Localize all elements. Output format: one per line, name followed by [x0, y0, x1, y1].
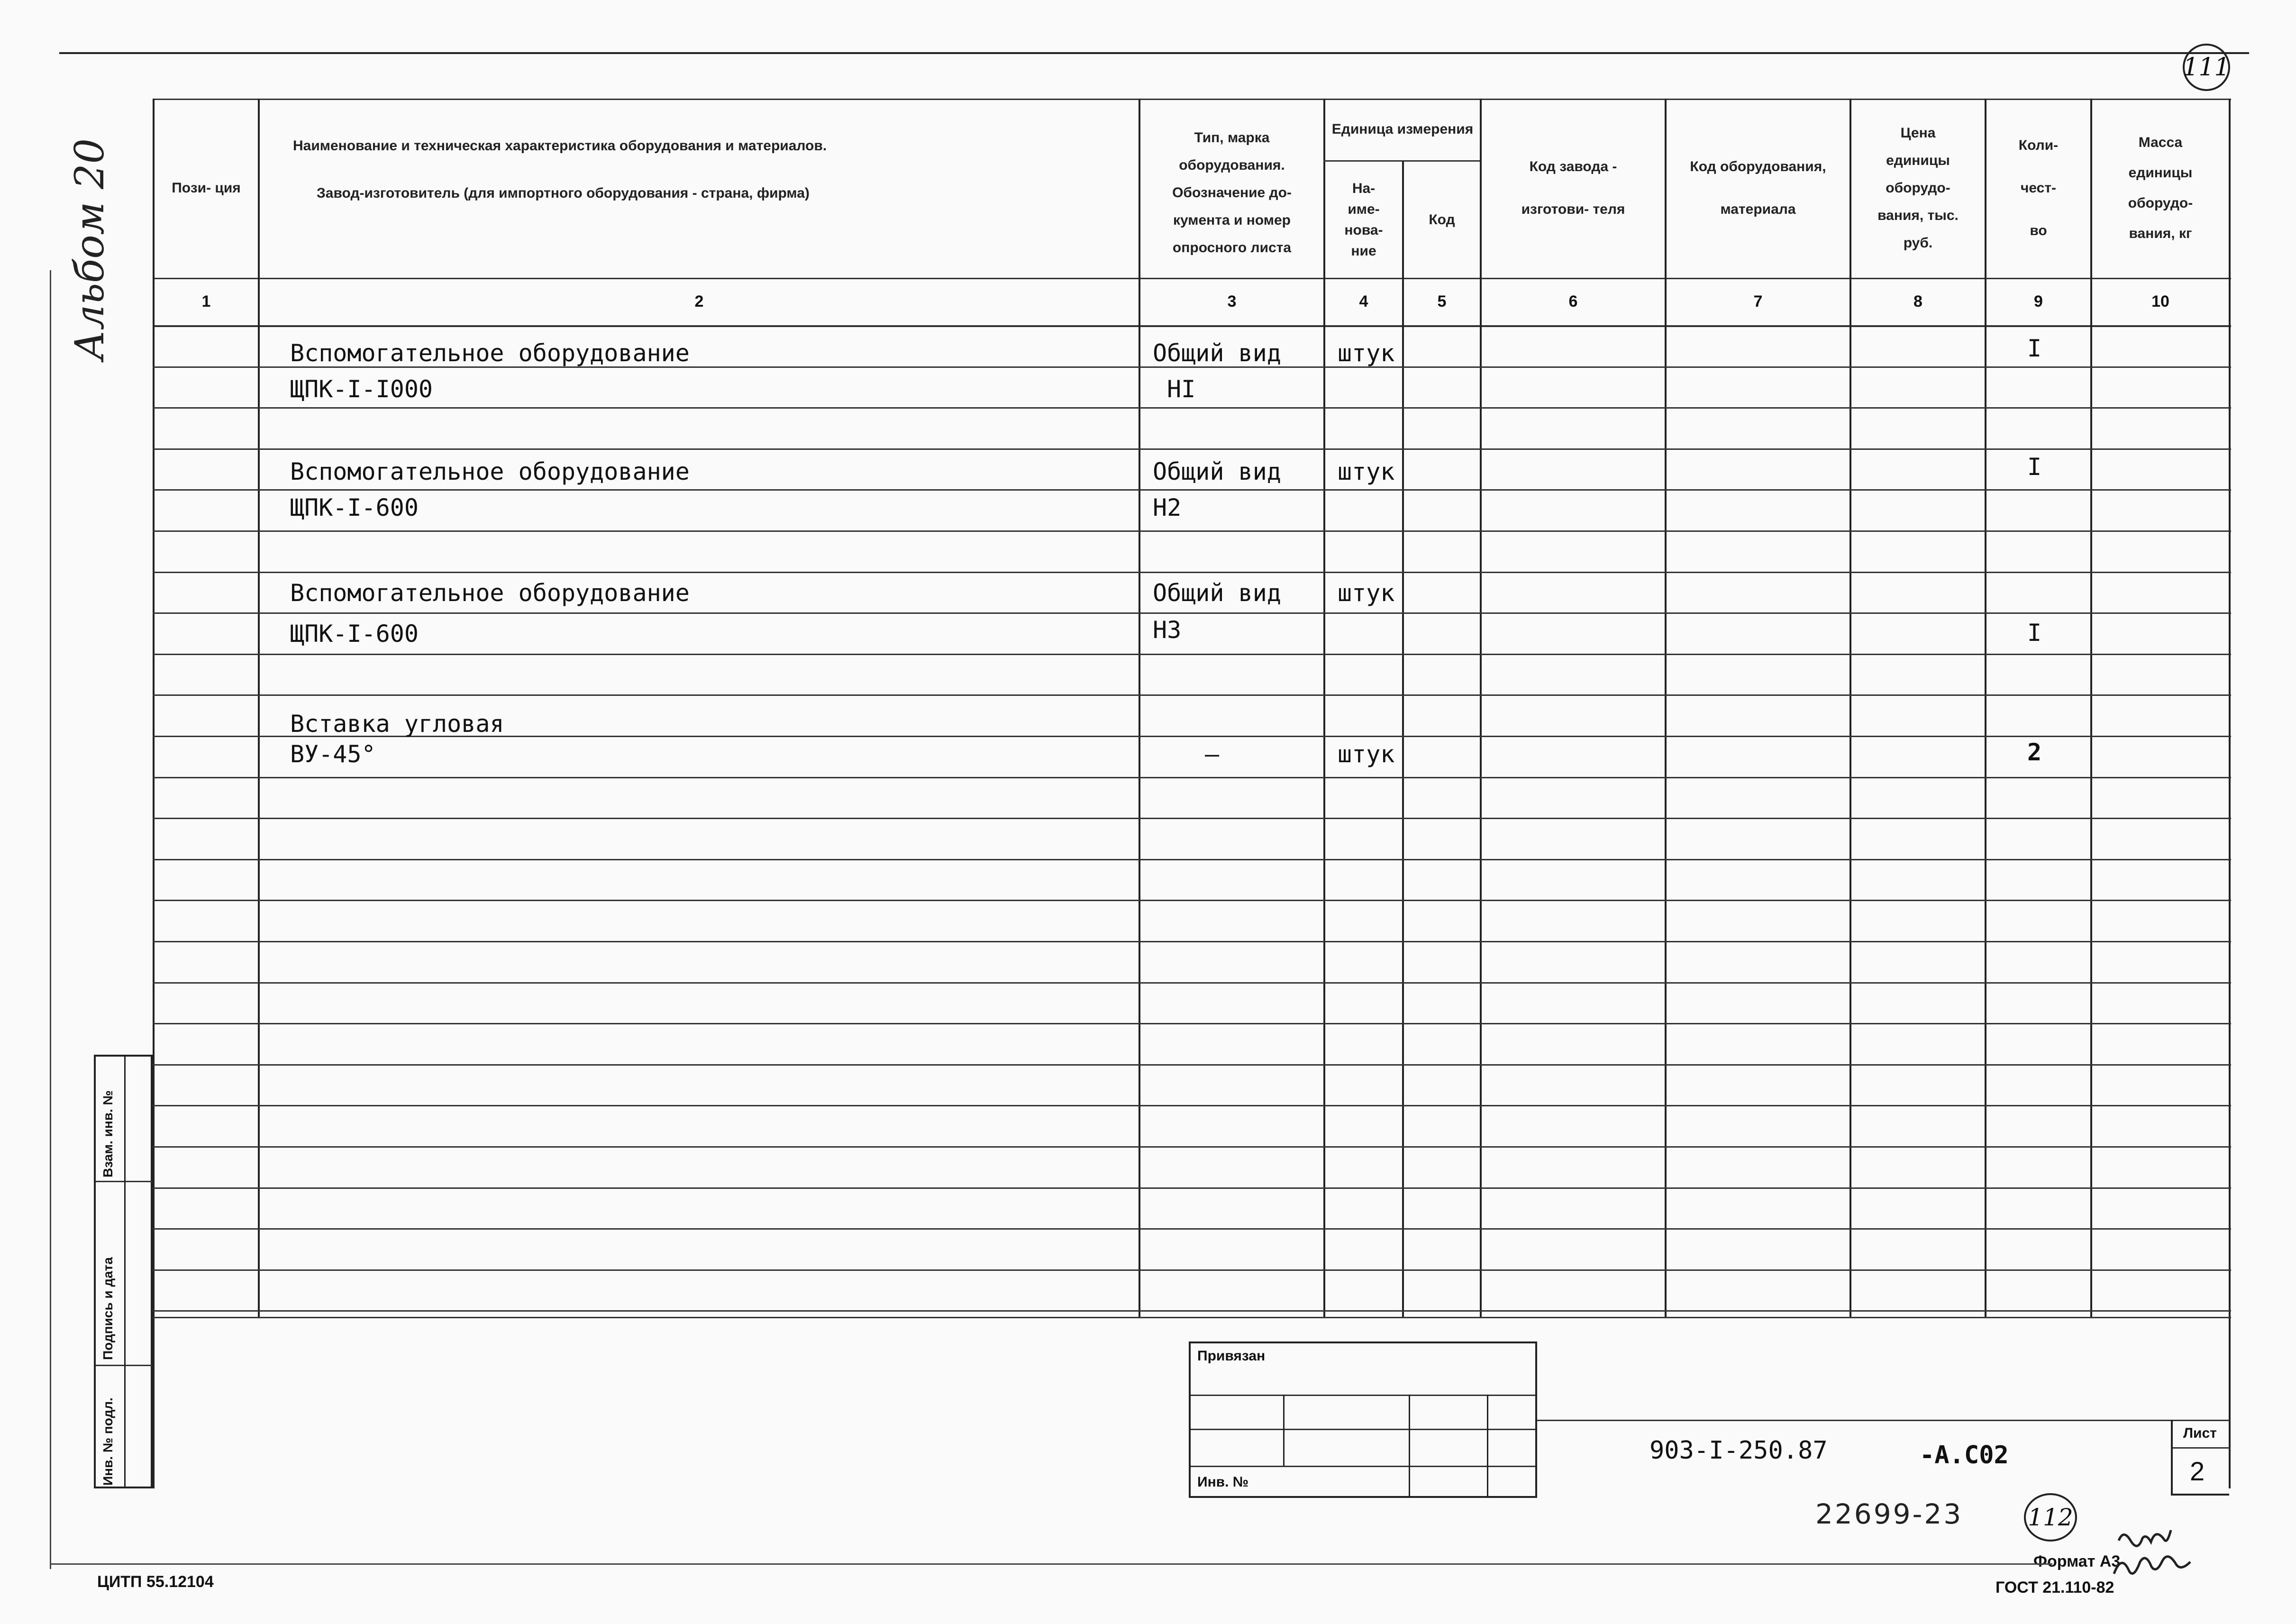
- table-body-bottom: [153, 1317, 2231, 1318]
- row-line: [153, 859, 2231, 860]
- row-2-name: ЩПК-I-I000: [290, 375, 433, 403]
- side-podpis: Подпись и дата: [100, 1257, 115, 1360]
- binding-v-2: [1409, 1395, 1410, 1496]
- row-4-type: H2: [1153, 494, 1182, 521]
- row-3-type: Общий вид: [1153, 458, 1281, 485]
- row-line: [153, 694, 2231, 696]
- row-8-qty: 2: [2027, 739, 2042, 766]
- colnum-2: 2: [694, 292, 704, 310]
- row-6-qty: I: [2027, 619, 2042, 647]
- frame-bottom-line: [50, 1563, 2052, 1565]
- header-unit-name: На- име- нова- ние: [1344, 181, 1383, 259]
- frame-top-line: [59, 52, 2249, 54]
- row-line: [153, 1269, 2231, 1271]
- specification-table: [153, 99, 2229, 1492]
- header-factory-code: Код завода - изготови- теля: [1521, 159, 1625, 217]
- row-line: [153, 1187, 2231, 1189]
- binding-line-1: [1191, 1395, 1535, 1396]
- header-equipment-code: Код оборудования, материала: [1690, 159, 1826, 217]
- row-line: [153, 407, 2231, 409]
- binding-line-3: [1191, 1466, 1535, 1467]
- col-line-4: [1402, 160, 1404, 1317]
- row-1-qty: I: [2027, 335, 2042, 362]
- binding-line-2: [1191, 1429, 1535, 1430]
- row-5-unit: штук: [1338, 579, 1395, 607]
- header-unit-code: Код: [1429, 212, 1455, 228]
- doc-code: 903-I-250.87: [1649, 1436, 1828, 1465]
- row-8-type: –: [1205, 740, 1220, 768]
- row-line: [153, 612, 2231, 614]
- order-number: 22699-23: [1815, 1498, 1963, 1530]
- colnum-1: 1: [201, 292, 211, 310]
- row-line: [153, 900, 2231, 901]
- colnum-8: 8: [1913, 292, 1922, 310]
- row-line: [153, 1105, 2231, 1106]
- row-line: [153, 818, 2231, 819]
- side-vzam: Взам. инв. №: [100, 1090, 115, 1177]
- binding-v-3: [1487, 1395, 1488, 1496]
- side-strip: [94, 1055, 153, 1488]
- doc-suffix: -A.C02: [1920, 1441, 2009, 1469]
- col-line-10: [2229, 99, 2231, 1488]
- colnum-5: 5: [1437, 292, 1447, 310]
- header-unit-group: Единица измерения: [1331, 121, 1474, 137]
- header-name-line2: Завод-изготовитель (для импортного оборудования - страна, фирма): [317, 185, 810, 201]
- circled-number: [2024, 1493, 2077, 1542]
- sheet-number-top: [2183, 44, 2230, 91]
- row-7-name: Вставка угловая: [290, 710, 504, 738]
- unit-subheader-line: [1323, 160, 1480, 162]
- list-value: 2: [2190, 1456, 2205, 1486]
- colnum-6: 6: [1568, 292, 1578, 310]
- list-label: Лист: [2183, 1425, 2217, 1441]
- colnum-10: 10: [2151, 292, 2169, 310]
- row-5-name: Вспомогательное оборудование: [290, 579, 690, 607]
- numbers-bottom-border: [153, 325, 2231, 327]
- row-line: [153, 448, 2231, 450]
- row-8-name: ВУ-45°: [290, 740, 376, 768]
- row-4-name: ЩПК-I-600: [290, 494, 419, 521]
- row-3-name: Вспомогательное оборудование: [290, 458, 690, 485]
- row-1-name: Вспомогательное оборудование: [290, 339, 690, 367]
- row-3-qty: I: [2027, 453, 2042, 481]
- privyazan-label: Привязан: [1197, 1348, 1266, 1364]
- colnum-4: 4: [1359, 292, 1368, 310]
- header-mass: Масса единицы оборудо- вания, кг: [2128, 135, 2193, 241]
- colnum-3: 3: [1227, 292, 1237, 310]
- sheet-number-top-text: 111: [2183, 53, 2230, 82]
- row-line: [153, 941, 2231, 942]
- row-line: [153, 1228, 2231, 1230]
- list-box-line: [2173, 1447, 2230, 1449]
- row-8-unit: штук: [1338, 740, 1395, 768]
- row-line: [153, 777, 2231, 778]
- header-position: Пози- ция: [172, 180, 241, 196]
- format-label: Формат А3: [2033, 1552, 2121, 1570]
- row-line: [153, 572, 2231, 573]
- frame-left-line: [50, 270, 51, 1569]
- row-6-name: ЩПК-I-600: [290, 620, 419, 648]
- row-line: [153, 1064, 2231, 1066]
- side-inv-podl: Инв. № подл.: [100, 1397, 115, 1486]
- colnum-9: 9: [2034, 292, 2043, 310]
- signature-scribble: [2105, 1507, 2247, 1588]
- row-1-unit: штук: [1338, 339, 1395, 367]
- header-quantity: Коли- чест- во: [2018, 137, 2059, 238]
- row-line: [153, 1146, 2231, 1148]
- row-line: [153, 489, 2231, 491]
- side-strip-divider: [124, 1057, 126, 1487]
- title-block-binding: [1189, 1341, 1537, 1498]
- header-price: Цена единицы оборудо- вания, тыс. руб.: [1877, 125, 1959, 251]
- row-line: [153, 654, 2231, 655]
- row-line: [153, 1310, 2231, 1312]
- cipt-label: ЦИТП 55.12104: [97, 1573, 214, 1591]
- header-name-line1: Наименование и техническая характеристика оборудования и материалов.: [293, 138, 827, 154]
- binding-v-1: [1283, 1395, 1285, 1466]
- gost-label: ГОСТ 21.110-82: [1995, 1578, 2114, 1597]
- row-2-type: HI: [1167, 375, 1196, 403]
- row-1-type: Общий вид: [1153, 339, 1281, 367]
- title-block-top-line: [1537, 1420, 2229, 1421]
- album-label: Альбом 20: [66, 138, 113, 360]
- row-6-type: H3: [1153, 616, 1182, 644]
- header-type: Тип, марка оборудования. Обозначение до- кумента и номер опросного листа: [1172, 130, 1292, 255]
- row-5-type: Общий вид: [1153, 579, 1281, 607]
- sheet-list-box: [2171, 1420, 2229, 1496]
- colnum-7: 7: [1753, 292, 1763, 310]
- inv-no-label: Инв. №: [1197, 1474, 1249, 1490]
- row-line: [153, 982, 2231, 984]
- circled-number-text: 112: [2028, 1504, 2073, 1531]
- row-line: [153, 530, 2231, 532]
- row-3-unit: штук: [1338, 458, 1395, 485]
- row-line: [153, 1023, 2231, 1024]
